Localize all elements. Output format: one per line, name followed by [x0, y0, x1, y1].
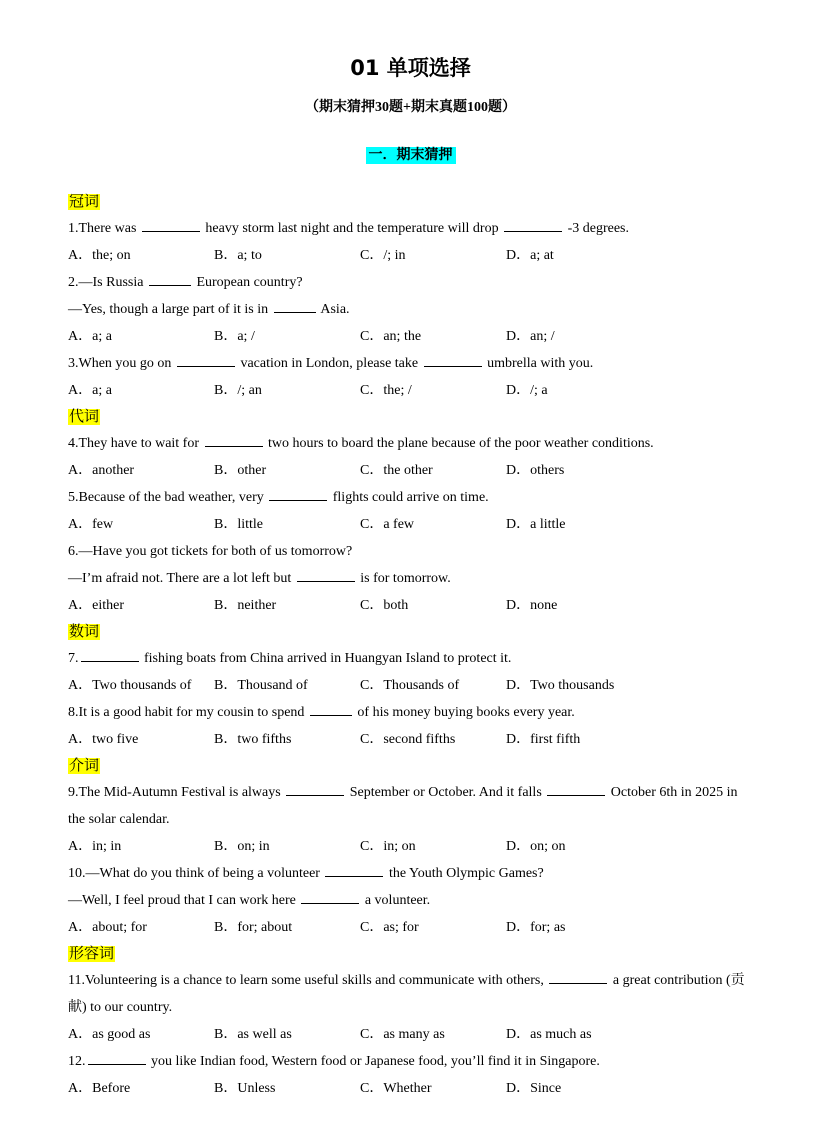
section-heading: 一．期末猜押	[366, 147, 456, 164]
question-line: 9.The Mid-Autumn Festival is always September or October. And it falls October 6th in 2025 in the solar calendar.	[68, 779, 758, 833]
option-c: C．/; in	[360, 248, 406, 263]
answer-blank	[81, 647, 139, 662]
answer-options	[68, 242, 758, 269]
option-a: A．in; in	[68, 839, 122, 854]
question-line: —Yes, though a large part of it is in Asia.	[68, 296, 758, 323]
option-d: D．Two thousands	[506, 678, 615, 693]
option-b: B．two fifths	[214, 732, 292, 747]
option-d: D．a; at	[506, 248, 554, 263]
answer-blank	[286, 781, 344, 796]
answer-options	[68, 511, 758, 538]
option-b: B．a; /	[214, 329, 255, 344]
option-d: D．Since	[506, 1081, 562, 1096]
answer-options	[68, 1021, 758, 1048]
answer-options	[68, 726, 758, 753]
answer-blank	[297, 567, 355, 582]
question-line: 11.Volunteering is a chance to learn some useful skills and communicate with others, a great contribution (贡献) to our country.	[68, 967, 758, 1021]
option-a: A．Two thousands of	[68, 678, 192, 693]
option-d: D．first fifth	[506, 732, 581, 747]
option-c: C．the; /	[360, 383, 412, 398]
option-a: A．the; on	[68, 248, 131, 263]
question-line: 1.There was heavy storm last night and the temperature will drop -3 degrees.	[68, 215, 758, 242]
option-d: D．/; a	[506, 383, 548, 398]
answer-blank	[424, 352, 482, 367]
option-b: B．/; an	[214, 383, 262, 398]
option-a: A．about; for	[68, 920, 147, 935]
question-line: 8.It is a good habit for my cousin to spend of his money buying books every year.	[68, 699, 758, 726]
option-c: C．the other	[360, 463, 433, 478]
category-heading	[68, 189, 758, 215]
option-c: C．as many as	[360, 1027, 445, 1042]
option-d: D．none	[506, 598, 558, 613]
answer-blank	[325, 862, 383, 877]
option-b: B．as well as	[214, 1027, 292, 1042]
answer-blank	[301, 889, 359, 904]
answer-options	[68, 672, 758, 699]
option-a: A．a; a	[68, 329, 112, 344]
section-heading-wrap	[0, 144, 821, 164]
option-b: B．neither	[214, 598, 277, 613]
answer-blank	[142, 217, 200, 232]
answer-options	[68, 1075, 758, 1102]
answer-blank	[177, 352, 235, 367]
option-b: B．Unless	[214, 1081, 276, 1096]
question-line: 3.When you go on vacation in London, please take umbrella with you.	[68, 350, 758, 377]
question-line: 12. you like Indian food, Western food or Japanese food, you’ll find it in Singapore.	[68, 1048, 758, 1075]
option-b: B．Thousand of	[214, 678, 308, 693]
option-d: D．a little	[506, 517, 566, 532]
category-heading	[68, 619, 758, 645]
category-heading	[68, 941, 758, 967]
answer-blank	[269, 486, 327, 501]
page-subtitle: （期末猜押30题+期末真题100题）	[305, 100, 516, 115]
option-d: D．others	[506, 463, 565, 478]
option-b: B．on; in	[214, 839, 270, 854]
category-label: 数词	[69, 624, 100, 640]
category-label: 介词	[69, 758, 100, 774]
answer-options	[68, 323, 758, 350]
option-b: B．little	[214, 517, 263, 532]
option-c: C．both	[360, 598, 409, 613]
category-heading	[68, 753, 758, 779]
question-line: 4.They have to wait for two hours to board the plane because of the poor weather conditions.	[68, 430, 758, 457]
question-list	[68, 189, 758, 1102]
answer-blank	[549, 969, 607, 984]
answer-blank	[547, 781, 605, 796]
category-label: 冠词	[69, 194, 100, 210]
option-c: C．Thousands of	[360, 678, 460, 693]
question-line: 10.—What do you think of being a volunteer the Youth Olympic Games?	[68, 860, 758, 887]
option-c: C．in; on	[360, 839, 416, 854]
answer-options	[68, 914, 758, 941]
answer-blank	[88, 1050, 146, 1065]
option-c: C．a few	[360, 517, 415, 532]
option-a: A．a; a	[68, 383, 112, 398]
question-line: —I’m afraid not. There are a lot left but is for tomorrow.	[68, 565, 758, 592]
option-c: C．as; for	[360, 920, 419, 935]
option-c: C．Whether	[360, 1081, 432, 1096]
answer-blank	[149, 271, 191, 286]
question-line: 6.—Have you got tickets for both of us tomorrow?	[68, 544, 353, 559]
option-b: B．other	[214, 463, 267, 478]
option-b: B．for; about	[214, 920, 293, 935]
option-c: C．an; the	[360, 329, 422, 344]
page-title: 01 单项选择	[350, 56, 471, 80]
category-heading	[68, 404, 758, 430]
option-d: D．on; on	[506, 839, 566, 854]
option-d: D．an; /	[506, 329, 555, 344]
option-a: A．two five	[68, 732, 139, 747]
question-line: —Well, I feel proud that I can work here a volunteer.	[68, 887, 758, 914]
answer-options	[68, 377, 758, 404]
category-label: 形容词	[69, 946, 115, 962]
option-c: C．second fifths	[360, 732, 456, 747]
question-line: 7. fishing boats from China arrived in Huangyan Island to protect it.	[68, 645, 758, 672]
answer-options	[68, 833, 758, 860]
answer-blank	[310, 701, 352, 716]
answer-blank	[205, 432, 263, 447]
option-d: D．as much as	[506, 1027, 592, 1042]
answer-blank	[504, 217, 562, 232]
question-line: 2.—Is Russia European country?	[68, 269, 758, 296]
option-a: A．Before	[68, 1081, 131, 1096]
option-d: D．for; as	[506, 920, 566, 935]
question-line: 5.Because of the bad weather, very flights could arrive on time.	[68, 484, 758, 511]
option-a: A．as good as	[68, 1027, 151, 1042]
option-a: A．few	[68, 517, 114, 532]
answer-options	[68, 592, 758, 619]
option-a: A．either	[68, 598, 124, 613]
option-b: B．a; to	[214, 248, 262, 263]
answer-options	[68, 457, 758, 484]
option-a: A．another	[68, 463, 135, 478]
answer-blank	[274, 298, 316, 313]
category-label: 代词	[69, 409, 100, 425]
